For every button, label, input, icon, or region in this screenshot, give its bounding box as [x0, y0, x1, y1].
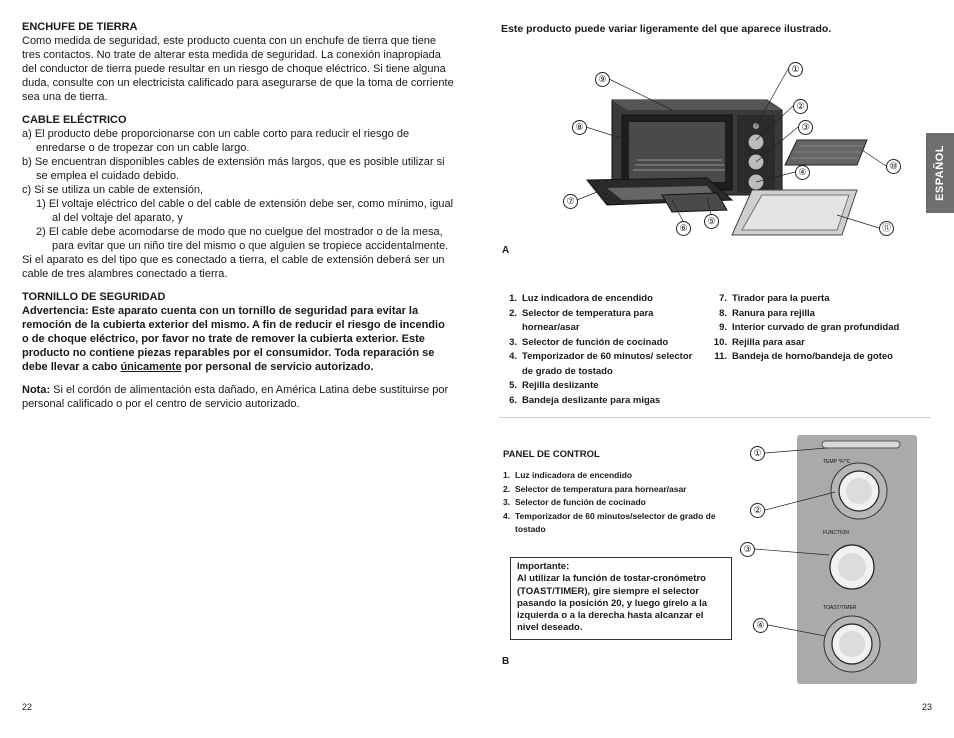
- important-body: Al utilizar la función de tostar-cronómetro (TOAST/TIMER), gire siempre el selector pasando la posición 20, y luego gírelo a la izquierda o a la derecha hasta alcanzar el nivel deseado.: [517, 573, 708, 634]
- list-item: 6. Bandeja deslizante para migas: [509, 394, 661, 406]
- cable-item-c2: 2) El cable debe acomodarse de modo que no cuelgue del mostrador o de la mesa, para evitar que un niño tire del mismo o que alguien se tropiece accidentalmente.: [36, 226, 449, 252]
- cable-item-c1: 1) El voltaje eléctrico del cable o del cable de extensión debe ser, como mínimo, igual al del voltaje del aparato, y: [36, 198, 454, 224]
- note-label: Nota:: [22, 384, 51, 396]
- control-panel-title: PANEL DE CONTROL: [503, 449, 600, 460]
- temp-label: TEMP °F/°C: [823, 459, 851, 465]
- language-tab-label: ESPAÑOL: [934, 145, 947, 201]
- right-page: [477, 0, 954, 738]
- parts-list-left: [499, 292, 694, 408]
- list-item: 4. Temporizador de 60 minutos/selector de grado de tostado: [503, 510, 716, 534]
- callout-b-4: ④: [753, 618, 768, 633]
- callout-3: ③: [798, 120, 813, 135]
- function-label: FUNCTION: [823, 530, 849, 536]
- list-item: 3. Selector de función de cocinado: [509, 336, 669, 348]
- callout-10: ⑩: [886, 159, 901, 174]
- warning-text-a: Advertencia: Este aparato cuenta con un tornillo de seguridad para evitar la remoción de la cubierta exterior del mismo. A fin de reducir el riesgo de incendio o de choque eléctrico, por favor no trate de remover la cubierta exterior. Este producto no contiene piezas reparables por el consumidor. Toda reparación se debe llevar a cabo: [22, 305, 445, 373]
- control-panel-graphic: [797, 435, 917, 684]
- list-item: 2. Selector de temperatura para hornear/asar: [503, 483, 687, 494]
- page-number-right: 23: [921, 702, 932, 712]
- list-item: 11. Bandeja de horno/bandeja de goteo: [714, 351, 893, 362]
- warning-text-b: por personal de servicio autorizado.: [181, 361, 374, 373]
- list-item: 3. Selector de función de cocinado: [503, 497, 646, 507]
- callout-11: ⑪: [879, 221, 894, 236]
- callout-2: ②: [793, 99, 808, 114]
- divider: [499, 417, 931, 418]
- control-panel-list: [503, 469, 743, 537]
- callout-6: ⑥: [676, 221, 691, 236]
- list-item: 5. Rejilla deslizante: [509, 380, 599, 391]
- toaster-oven-illustration: [567, 60, 887, 245]
- note-paragraph: [22, 383, 454, 411]
- section-title-enchufe: ENCHUFE DE TIERRA: [22, 21, 138, 33]
- callout-8: ⑧: [572, 120, 587, 135]
- callout-1: ①: [788, 62, 803, 77]
- list-item: 8. Ranura para rejilla: [719, 307, 815, 319]
- left-column: [22, 20, 454, 411]
- section-title-cable: CABLE ELÉCTRICO: [22, 114, 127, 126]
- temp-knob: [748, 134, 764, 150]
- list-item: 1. Luz indicadora de encendido: [509, 293, 653, 304]
- parts-list-right: [709, 292, 924, 365]
- oven-top: [612, 100, 782, 110]
- callout-7: ⑦: [563, 194, 578, 209]
- warning-paragraph: [22, 304, 454, 374]
- toast-label: TOAST/TIMER: [823, 605, 857, 611]
- list-item: 4. Temporizador de 60 minutos/ selector de grado de tostado: [509, 351, 693, 377]
- cable-item-c: c) Si se utiliza un cable de extensión,: [22, 184, 203, 196]
- list-item: 2. Selector de temperatura para hornear/asar: [509, 307, 654, 333]
- cable-item-b: b) Se encuentran disponibles cables de extensión más largos, que es posible utilizar si se emplea el cuidado debido.: [22, 156, 445, 182]
- figure-a-label: A: [502, 245, 510, 256]
- timer-knob: [748, 174, 764, 190]
- important-box: [510, 557, 732, 640]
- list-item: 1. Luz indicadora de encendido: [503, 470, 633, 480]
- broil-rack: [785, 140, 867, 165]
- power-light: [753, 123, 759, 129]
- crumb-tray: [662, 193, 727, 212]
- list-item: 10. Rejilla para asar: [713, 336, 805, 348]
- callout-b-2: ②: [750, 503, 765, 518]
- section-title-tornillo: TORNILLO DE SEGURIDAD: [22, 291, 166, 303]
- important-title: Importante:: [517, 561, 570, 572]
- note-body: Si el cordón de alimentación esta dañado, en América Latina debe sustituirse por personal calificado o por el centro de servicio autorizado.: [22, 384, 449, 410]
- list-item: 7. Tirador para la puerta: [719, 293, 830, 304]
- figure-b-label: B: [502, 656, 510, 667]
- oven-interior: [629, 122, 725, 182]
- callout-9: ⑨: [595, 72, 610, 87]
- function-knob: [748, 154, 764, 170]
- callout-4: ④: [795, 165, 810, 180]
- page-number-left: 22: [22, 702, 33, 712]
- header-note: Este producto puede variar ligeramente del que aparece ilustrado.: [501, 23, 832, 35]
- cable-item-a: a) El producto debe proporcionarse con un cable corto para reducir el riesgo de enredarse o de tropezar con un cable largo.: [22, 128, 410, 154]
- callout-5: ⑤: [704, 214, 719, 229]
- callout-b-1: ①: [750, 446, 765, 461]
- callout-b-3: ③: [740, 542, 755, 557]
- cable-closing: Si el aparato es del tipo que es conectado a tierra, el cable de extensión deberá ser un cable de tres alambres conectado a tierra.: [22, 254, 445, 280]
- control-panel-illustration: [797, 435, 917, 684]
- section-body-enchufe: Como medida de seguridad, este producto cuenta con un enchufe de tierra que tiene tres contactos. No trate de alterar esta medida de seguridad. La conexión inapropiada del conductor de tierra puede resultar en un riesgo de choque eléctrico. Si tiene alguna duda, consulte con un electricista calificado para asegurarse de que la toma de corriente sea una de tierra.: [22, 35, 454, 103]
- list-item: 9. Interior curvado de gran profundidad: [719, 322, 900, 333]
- power-light-bar: [822, 441, 900, 448]
- warning-underlined: únicamente: [120, 361, 182, 373]
- language-tab: [926, 133, 954, 213]
